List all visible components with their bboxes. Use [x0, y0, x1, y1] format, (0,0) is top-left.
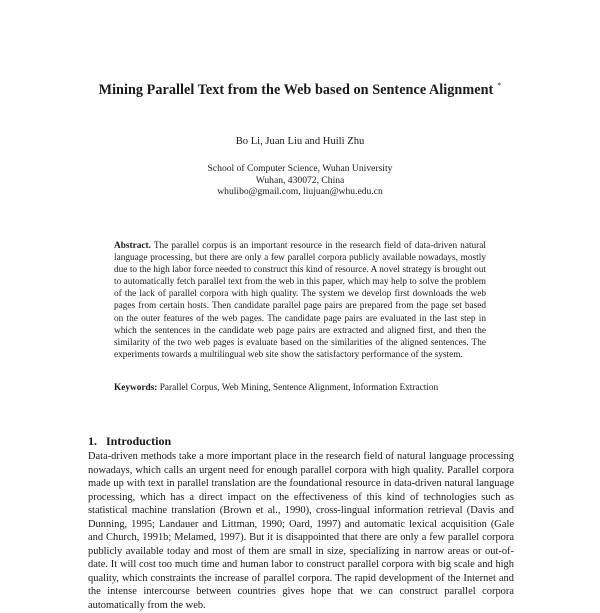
- keywords-block: [114, 383, 494, 393]
- title-footnote-mark: *: [497, 81, 502, 90]
- section-heading-introduction: [88, 434, 171, 449]
- abstract-label: Abstract.: [114, 241, 151, 251]
- section-number: 1.: [88, 434, 97, 448]
- affiliation-line-1: School of Computer Science, Wuhan University: [207, 163, 393, 174]
- author-emails: whulibo@gmail.com, liujuan@whu.edu.cn: [217, 186, 383, 198]
- title-text: Mining Parallel Text from the Web based on Sentence Alignment: [98, 82, 494, 98]
- keywords-label: Keywords:: [114, 383, 158, 393]
- abstract-block: [114, 240, 486, 361]
- author-list: Bo Li, Juan Liu and Huili Zhu: [235, 136, 365, 147]
- abstract-text: The parallel corpus is an important resource in the research field of data-driven natural language processing, but there are only a few parallel corpora publicly available nowadays, mostly due to the high labor force needed to construct this kind of resource. A novel strategy is brought out to automatically fetch parallel text from the web in this paper, which may help to solve the problem of the lack of parallel corpora with high quality. The system we develop first downloads the web pages from certain hosts. Then candidate parallel page pairs are prepared from the page set based on the outer features of the web pages. The candidate page pairs are evaluated in the last step in which the sentences in the candidate web page pairs are extracted and aligned first, and then the similarity of the two web pages is evaluate based on the similarities of the aligned sentences. The experiments towards a multilingual web site show the satisfactory performance of the system.: [114, 241, 486, 360]
- affiliation-line-2: Wuhan, 430072, China: [255, 174, 345, 186]
- affiliation-block: [0, 163, 600, 198]
- paper-title: [0, 81, 600, 99]
- section-title: Introduction: [106, 434, 172, 448]
- keywords-text: Parallel Corpus, Web Mining, Sentence Alignment, Information Extraction: [159, 383, 439, 393]
- introduction-paragraph: Data-driven methods take a more important place in the research field of natural language processing nowadays, which calls an urgent need for enough parallel corpora with high quality. Parallel corpora made up with text in parallel translation are the foundational resource in data-driven natural language processing, which has a direct impact on the effectiveness of this kind of technologies such as statistical machine translation (Brown et al., 1990), cross-lingual information retrieval (Davis and Dunning, 1995; Landauer and Littman, 1990; Oard, 1997) and automatic lexical acquisition (Gale and Church, 1991b; Melamed, 1997). But it is disappointed that there are only a few parallel corpora publicly available today and most of them are small in size, specializing in narrow areas or out-of-date. It will cost too much time and human labor to construct parallel corpora with big scale and high quality, which constraints the increase of parallel corpora. The rapid development of the Internet and the intense intercourse between countries gives hope that we can construct parallel corpora automatically from the web.: [88, 451, 514, 612]
